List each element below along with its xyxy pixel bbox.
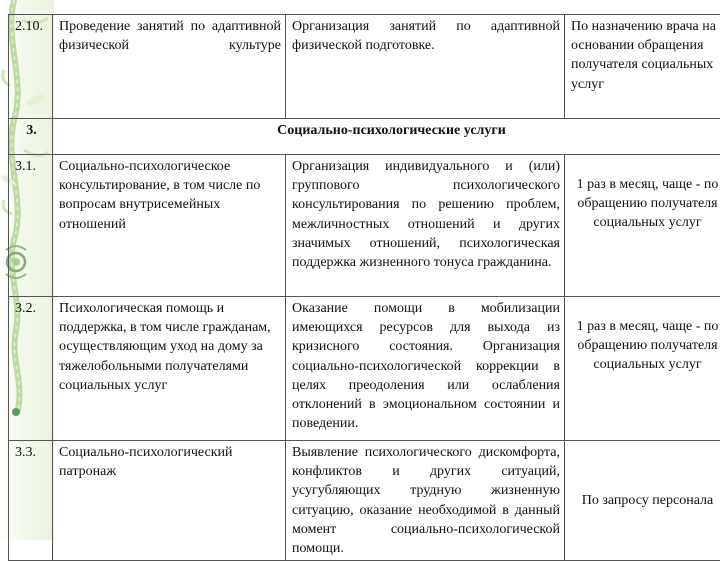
table-row [9, 297, 720, 441]
section-row [9, 119, 720, 155]
service-frequency: По назначению врача на основании обращения получателя социальных услуг [565, 15, 720, 119]
section-number: 3. [9, 119, 53, 155]
table-row [9, 15, 720, 119]
service-frequency: По запросу персонала [565, 441, 720, 561]
service-content: Организация занятий по адаптивной физической подготовке. [286, 15, 565, 119]
service-name: Социально-психологический патронаж [53, 441, 286, 561]
service-name: Социально-психологическое консультирование, в том числе по вопросам внутрисемейных отношений [53, 155, 286, 297]
service-name: Психологическая помощь и поддержка, в том числе гражданам, осуществляющим уход на дому за тяжелобольными получателями социальных услуг [53, 297, 286, 441]
table-row [9, 155, 720, 297]
service-frequency: 1 раз в месяц, чаще - по обращению получателя социальных услуг [565, 155, 720, 297]
service-name: Проведение занятий по адаптивной физической культуре [53, 15, 286, 119]
row-number: 2.10. [9, 15, 53, 119]
section-title: Социально-психологические услуги [53, 119, 720, 155]
row-number: 3.3. [9, 441, 53, 561]
table-row [9, 441, 720, 561]
row-number: 3.1. [9, 155, 53, 297]
service-frequency: 1 раз в месяц, чаще - по обращению получателя социальных услуг [565, 297, 720, 441]
service-content: Организация индивидуального и (или) группового психологического консультирования по решению проблем, межличностных отношений и других значимых отношений, психологическая поддержка жизненного тонуса гражданина. [286, 155, 565, 297]
services-table [8, 14, 720, 561]
service-content: Оказание помощи в мобилизации имеющихся ресурсов для выхода из кризисного состояния. Организация социально-психологической коррекции в целях преодоления или ослабления отклонений в эмоциональном состоянии и поведении. [286, 297, 565, 441]
service-content: Выявление психологического дискомфорта, конфликтов и других ситуаций, усугубляющих трудную жизненную ситуацию, оказание необходимой в данный момент социально-психологической помощи. [286, 441, 565, 561]
row-number: 3.2. [9, 297, 53, 441]
